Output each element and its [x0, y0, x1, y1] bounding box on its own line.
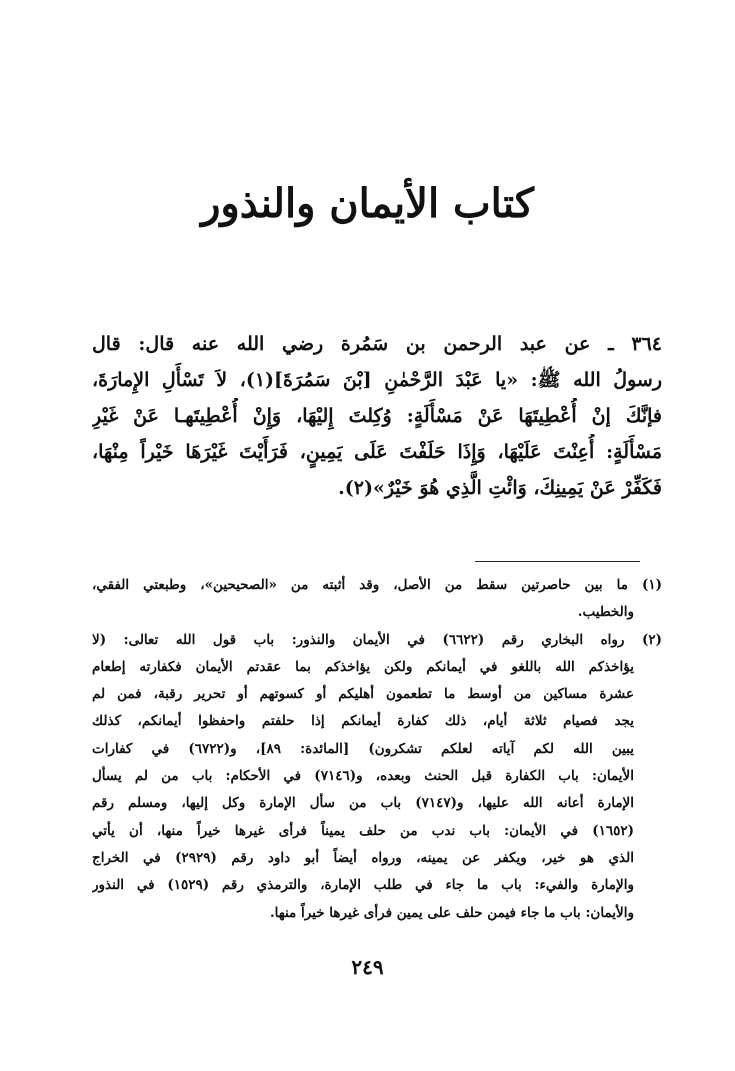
footnote-separator — [475, 561, 640, 562]
footnote-line: الأيمان: باب الكفارة قبل الحنث وبعده، و(٧١٤٦) في الأحكام: باب من لم يسأل — [92, 768, 635, 785]
footnote-line: والأيمان: باب ما جاء فيمن حلف على يمين فرأى غيرها خيراً منها. — [269, 904, 634, 921]
footnote-line: (١٦٥٢) في الأيمان: باب ندب من حلف يميناً فرأى غيرها خيراً منها، أن يأتي — [92, 822, 634, 839]
footnote-line: عشرة مساكين من أوسط ما تطعمون أهليكم أو كسوتهم أو تحرير رقبة، فمن لم — [92, 686, 634, 703]
footnote-line: (٢) رواه البخاري رقم (٦٦٢٢) في الأيمان والنذور: باب قول الله تعالى: (لا — [92, 631, 662, 648]
hadith-line: ٣٦٤ ـ عن عبد الرحمن بن سَمُرة رضي الله عنه قال: قال — [92, 333, 662, 355]
footnote-line: يبين الله لكم آياته لعلكم تشكرون) [المائدة: ٨٩]، و(٦٧٢٢) في كفارات — [92, 740, 635, 757]
footnote-line: يؤاخذكم الله باللغو في أيمانكم ولكن يؤاخذكم بما عقدتم الأيمان فكفارته إطعام — [92, 658, 634, 675]
hadith-line: فإنَّكَ إنْ أُعْطِيتَهَا عَنْ مَسْأَلَةٍ: وُكِلتَ إِليْهَا، وَإِنْ أُعْطِيتَهـا عَنْ غَيْرِ — [92, 405, 662, 427]
footnote-line: والإمارة والفيء: باب ما جاء في طلب الإمارة، والترمذي رقم (١٥٢٩) في النذور — [92, 877, 634, 894]
hadith-line: مَسْأَلَةٍ: أُعِنْتَ عَلَيْهَا، وَإِذَا حَلَفْتَ عَلَى يَمِينٍ، فَرَأَيْتَ غَيْرَهَا خَيْراً مِنْهَا، — [92, 441, 662, 463]
chapter-title: كتاب الأيمان والنذور — [201, 180, 534, 227]
hadith-line: فَكَفِّرْ عَنْ يَمِينِكَ، وَائْتِ الَّذِي هُوَ خَيْرٌ»(٢). — [338, 477, 662, 499]
footnote-line: (١) ما بين حاصرتين سقط من الأصل، وقد أثبته من «الصحيحين»، وطبعتي الفقي، — [92, 577, 662, 593]
footnote-line: الإمارة أعانه الله عليها، و(٧١٤٧) باب من سأل الإمارة وكل إليها، ومسلم رقم — [92, 795, 634, 812]
hadith-line: رسولُ الله ﷺ: «يا عَبْدَ الرَّحْمٰنِ [بْنَ سَمُرَةَ](١)، لاَ تَسْأَلِ الإِمارَةَ، — [92, 369, 662, 391]
footnotes — [92, 572, 662, 927]
footnote-line: الذي هو خير، ويكفر عن يمينه، ورواه أيضاً أبو داود رقم (٢٩٢٩) في الخراج — [92, 849, 634, 866]
page-number: ٢٤٩ — [351, 955, 384, 979]
hadith-text — [92, 326, 662, 506]
footnote-line: يجد فصيام ثلاثة أيام، ذلك كفارة أيمانكم إذا حلفتم واحفظوا أيمانكم، كذلك — [92, 713, 634, 730]
footnote-line: والخطيب. — [577, 604, 634, 621]
